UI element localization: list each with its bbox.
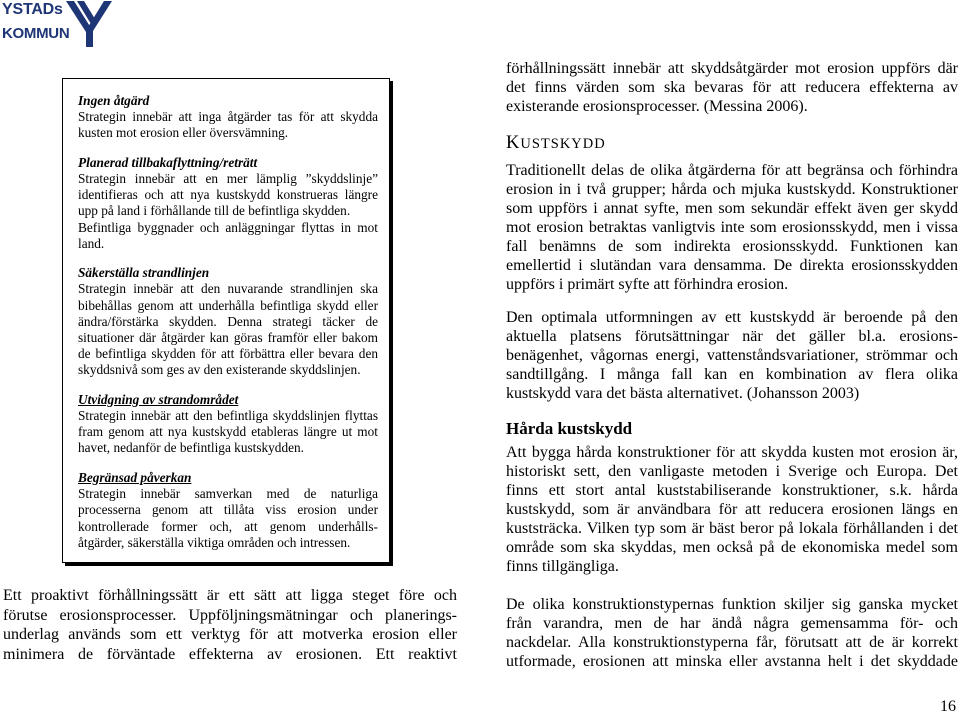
body-paragraph [506, 595, 958, 671]
text-line: nackdelar. Alla konstruktionstyperna får, förutsatt att de är korrekt [506, 633, 958, 651]
text-line: finns tillgängliga. [506, 557, 619, 575]
strategy-heading: Säkerställa strandlinjen [78, 265, 210, 281]
strategy-heading: Planerad tillbakaflyttning/reträtt [78, 154, 258, 170]
strategies-box-content [78, 93, 378, 564]
text-line: område som ska skyddas, men också på de ekonomiska medel som [506, 538, 958, 556]
strategy-section [78, 155, 378, 252]
text-line: underlag används som ett verktyg för att motverka erosion eller [3, 626, 457, 644]
text-line: minimera de förväntade effekterna av erosionen. Ett reaktivt [3, 645, 457, 663]
text-line: ändra/förstärka skydden. Denna strategi täcker de [78, 313, 378, 329]
text-line: bibehållas genom att underhålla befintliga skydd eller [78, 297, 378, 313]
strategy-section [78, 392, 378, 457]
text-line: benägenhet, vågornas energi, vattenståndsvariationer, strömmar och [506, 346, 958, 364]
text-line: land. [78, 235, 105, 251]
strategy-heading: Utvidgning av strandområdet [78, 391, 239, 407]
text-line: Den optimala utformningen av ett kustskydd är beroende på den [506, 308, 958, 326]
body-paragraph [3, 586, 457, 664]
text-line: utformade, erosionen att minska eller avstanna helt i det skyddade [506, 652, 958, 670]
logo-text-ystads: YSTADs [2, 1, 63, 18]
text-line: som uppförs i annat syfte, men som sekundär effekt även ger skydd [506, 199, 958, 217]
strategy-section [78, 265, 378, 378]
text-line: sandtillgång. I många fall kan en kombination av flera olika [506, 365, 958, 383]
text-line: Strategin innebär att inga åtgärder tas för att skydda [78, 109, 378, 125]
ystad-emblem-icon [65, 0, 113, 47]
strategy-heading: Ingen åtgärd [78, 93, 150, 108]
text-line: fall benämns de som indirekta erosionsskydd. Funktionen kan [506, 237, 958, 255]
text-line: emellertid i slutändan vara densamma. De direkta erosionsskydden [506, 256, 958, 274]
strategy-section [78, 93, 378, 142]
text-line: kusten mot erosion eller översvämning. [78, 125, 289, 141]
text-line: skyddsnivå som ges av den existerande skyddslinjen. [78, 362, 361, 378]
body-paragraph [506, 308, 958, 403]
text-line: kontrollerade former och, att genom underhålls- [78, 518, 378, 534]
text-line: kustskydd vara det bästa alternativet. (Johansson 2003) [506, 384, 860, 402]
strategy-heading: Begränsad påverkan [78, 469, 192, 485]
subsection-heading: Hårda kustskydd [506, 419, 633, 438]
text-line: situationer där åtgärder kan göras framför eller bakom [78, 330, 378, 346]
text-line: aktuella platsens förutsättningar när det gäller bl.a. erosions- [506, 327, 958, 345]
body-paragraph [506, 443, 958, 576]
text-line: mot erosion betraktas vanligtvis inte som erosionsskydd, men i vissa [506, 218, 958, 236]
text-line: förutse erosionsprocesser. Uppföljningsmätningar och planerings- [3, 606, 457, 624]
text-line: Strategin innebär att den befintliga skyddslinjen flyttas [78, 408, 378, 424]
page-number: 16 [940, 698, 956, 715]
text-line: kuststräcka. Vilken typ som är bäst beror på lokala förhållanden i det [506, 519, 958, 537]
text-line: Befintliga byggnader och anläggningar flyttas in mot [78, 219, 378, 235]
text-line: fram genom att nya kustskydd etableras längre ut mot [78, 424, 378, 440]
text-line: upp på land i förhållande till de befintliga skydden. [78, 203, 351, 219]
strategies-box [62, 78, 390, 563]
text-line: De olika konstruktionstypernas funktion skiljer sig ganska mycket [506, 595, 958, 613]
text-line: historiskt sett, den vanligaste metoden i Sverige och Europa. Det [506, 462, 958, 480]
text-line: Strategin innebär att en mer lämplig ”skyddslinje” [78, 171, 378, 187]
text-line: kustskydd, som är användbara för att reducera erosionen längs en [506, 500, 958, 518]
text-line: existerande erosionsprocesser. (Messina 2006). [506, 97, 808, 115]
text-line: från varandra, men de har ändå några gemensamma för- och [506, 614, 958, 632]
section-heading: KUSTSKYDD [506, 133, 606, 153]
text-line: Strategin innebär att den nuvarande strandlinjen ska [78, 281, 378, 297]
text-line: uppförs i primärt syfte att förhindra erosion. [506, 275, 789, 293]
body-paragraph [506, 59, 958, 116]
text-line: havet, nedanför de befintliga kustskydden. [78, 440, 304, 456]
text-line: åtgärder, säkerställa viktiga områden och intressen. [78, 534, 351, 550]
text-line: identifieras och att nya kustskydd konstrueras längre [78, 187, 378, 203]
strategy-section [78, 470, 378, 551]
text-line: Ett proaktivt förhållningssätt är ett sätt att ligga steget före och [3, 587, 457, 604]
text-line: erosion in i två grupper; hårda och mjuka kustskydd. Konstruktioner [506, 180, 958, 198]
text-line: förhållningssätt innebär att skyddsåtgärder mot erosion uppförs där [506, 59, 958, 77]
text-line: processerna genom att tillåta viss erosion under [78, 502, 378, 518]
ystad-kommun-logo [0, 0, 114, 48]
text-line: det finns värden som ska bevaras för att reducera effekterna av [506, 78, 958, 96]
text-line: de befintliga skydden för att förbättra eller bevara den [78, 346, 378, 362]
text-line: Traditionellt delas de olika åtgärderna för att begränsa och förhindra [506, 161, 958, 179]
text-line: Strategin innebär samverkan med de naturliga [78, 486, 378, 502]
logo-text-kommun: KOMMUN [2, 25, 70, 42]
text-line: finns ett stort antal kuststabiliserande konstruktioner, s.k. hårda [506, 481, 958, 499]
text-line: Att bygga hårda konstruktioner för att skydda kusten mot erosion är, [506, 443, 958, 461]
body-paragraph [506, 161, 958, 294]
